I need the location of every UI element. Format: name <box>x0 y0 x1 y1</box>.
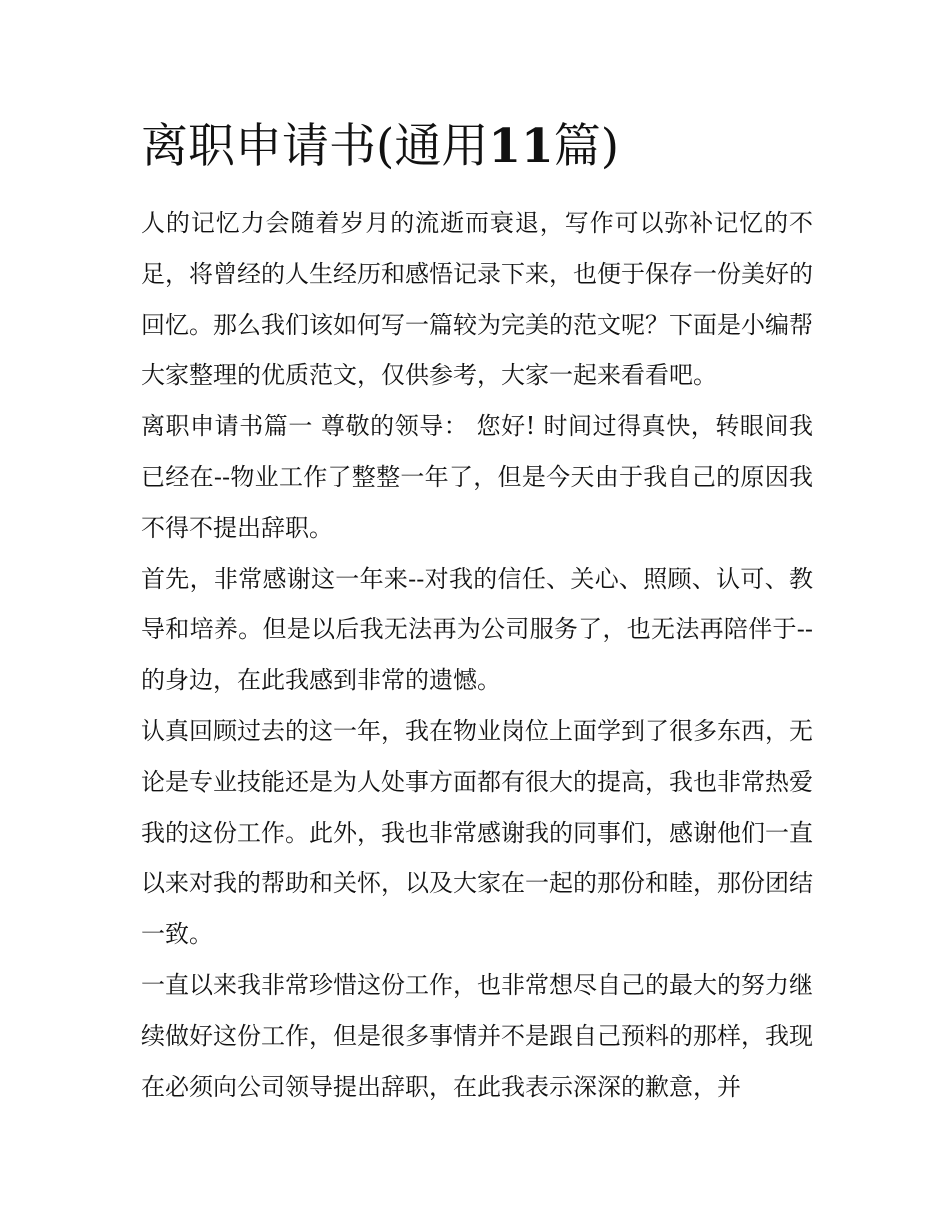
paragraph-thanks: 首先，非常感谢这一年来--对我的信任、关心、照顾、认可、教导和培养。但是以后我无法再为公司服务了，也无法再陪伴于--的身边，在此我感到非常的遗憾。 <box>141 564 813 695</box>
paragraph-review: 认真回顾过去的这一年，我在物业岗位上面学到了很多东西，无论是专业技能还是为人处事方面都有很大的提高，我也非常热爱我的这份工作。此外，我也非常感谢我的同事们，感谢他们一直以来对我的帮助和关怀，以及大家在一起的那份和睦，那份团结一致。 <box>141 716 813 949</box>
title-number: 11 <box>488 119 554 174</box>
title-suffix: 篇) <box>553 119 620 174</box>
document-title <box>141 112 813 182</box>
title-prefix: 离职申请书(通用 <box>141 119 489 174</box>
paragraph-intro: 人的记忆力会随着岁月的流逝而衰退，写作可以弥补记忆的不足，将曾经的人生经历和感悟记录下来，也便于保存一份美好的回忆。那么我们该如何写一篇较为完美的范文呢？下面是小编帮大家整理的优质范文，仅供参考，大家一起来看看吧。 <box>141 209 813 390</box>
paragraph-greeting: 离职申请书篇一 尊敬的领导： 您好! 时间过得真快，转眼间我已经在--物业工作了整整一年了，但是今天由于我自己的原因我不得不提出辞职。 <box>141 412 813 542</box>
document-page <box>141 112 813 1112</box>
document-body <box>141 198 813 1112</box>
paragraph-resignation: 一直以来我非常珍惜这份工作，也非常想尽自己的最大的努力继续做好这份工作，但是很多事情并不是跟自己预料的那样，我现在必须向公司领导提出辞职，在此我表示深深的歉意，并 <box>141 970 813 1101</box>
